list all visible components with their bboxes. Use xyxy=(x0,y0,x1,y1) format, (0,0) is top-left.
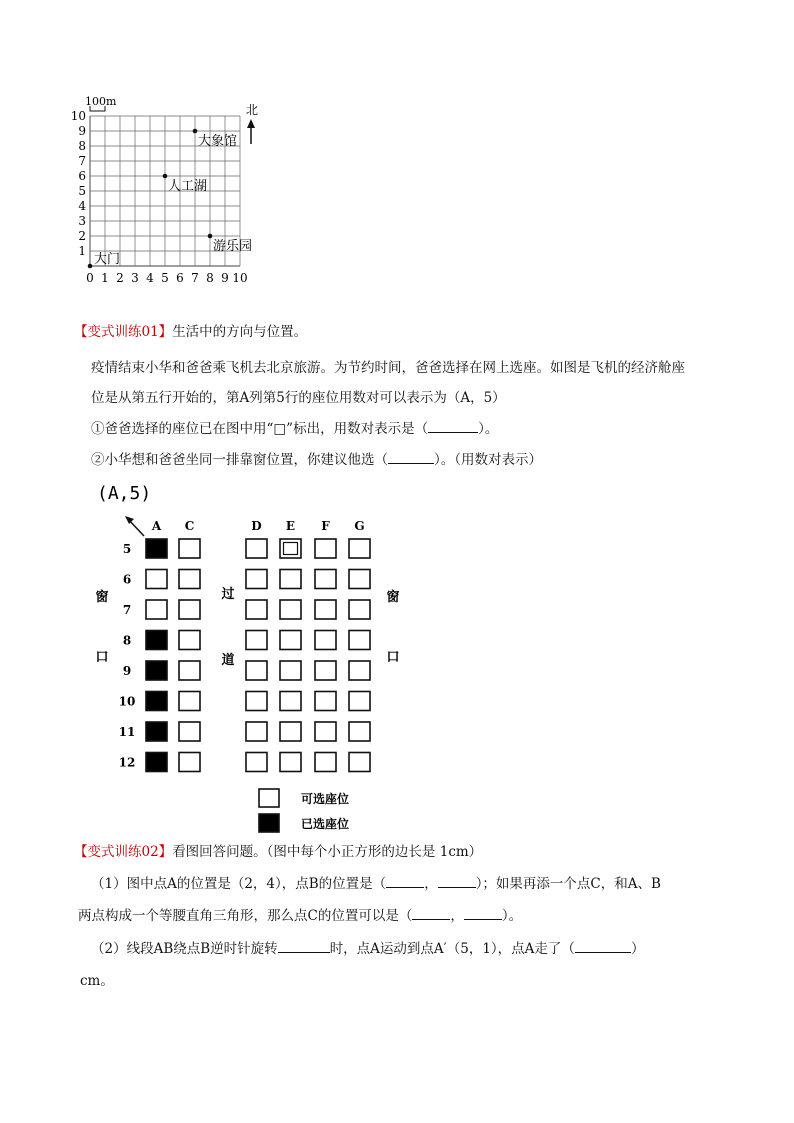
seat-F11[interactable] xyxy=(315,722,336,741)
place-label: 游乐园 xyxy=(213,239,253,254)
seat-column-label: D xyxy=(251,519,262,533)
x-tick-label: 7 xyxy=(191,271,199,285)
y-tick-label: 7 xyxy=(78,154,86,168)
answer-blank-q1[interactable] xyxy=(428,420,478,433)
seat-E11[interactable] xyxy=(280,722,301,741)
exercise-02-line-1 xyxy=(91,875,661,893)
y-tick-label: 5 xyxy=(78,184,86,198)
coordinate-map xyxy=(70,92,280,288)
y-tick-label: 8 xyxy=(78,139,86,153)
place-point xyxy=(193,129,198,134)
north-label: 北 xyxy=(246,103,259,117)
exercise-02-title: 看图回答问题。（图中每个小正方形的边长是 1cm） xyxy=(172,844,483,860)
answer-blank-b-y[interactable] xyxy=(438,875,476,888)
exercise-02-line-3 xyxy=(91,940,644,958)
aisle-label: 过 xyxy=(221,587,235,602)
question-2-text-a: ②小华想和爸爸坐同一排靠窗位置，你建议他选（ xyxy=(91,452,388,468)
scale-bar xyxy=(85,95,117,111)
ex2-line2-text-b: ）。 xyxy=(501,908,523,924)
y-tick-label: 6 xyxy=(78,169,86,183)
window-left-label: 口 xyxy=(95,650,109,665)
seat-side-labels xyxy=(95,586,399,668)
seat-G6[interactable] xyxy=(349,570,370,589)
place-point xyxy=(163,174,168,179)
legend-free-swatch xyxy=(259,789,279,807)
ex2-line1-comma: ， xyxy=(424,876,438,892)
seat-A10[interactable] xyxy=(146,692,167,711)
y-tick-label: 3 xyxy=(78,214,86,228)
seat-A12[interactable] xyxy=(146,753,167,772)
seat-C5[interactable] xyxy=(179,539,200,558)
seat-A6[interactable] xyxy=(146,570,167,589)
legend-free-label: 可选座位 xyxy=(301,792,350,806)
exercise-01-tag: 【变式训练01】 xyxy=(74,324,173,340)
seat-row-label: 8 xyxy=(122,633,132,648)
seat-row-labels xyxy=(119,542,136,770)
seat-E10[interactable] xyxy=(280,692,301,711)
seat-F7[interactable] xyxy=(315,600,336,619)
seat-row-label: 5 xyxy=(122,542,132,556)
x-tick-label: 10 xyxy=(232,271,248,285)
x-tick-label: 4 xyxy=(146,271,154,285)
seat-F10[interactable] xyxy=(315,692,336,711)
question-1-text-c: ）。 xyxy=(478,421,499,437)
map-places xyxy=(88,129,252,269)
seat-G7[interactable] xyxy=(349,600,370,619)
seat-E9[interactable] xyxy=(280,661,301,680)
seat-F9[interactable] xyxy=(315,661,336,680)
place-label: 大象馆 xyxy=(198,134,238,149)
exercise-02-line-2 xyxy=(78,907,522,925)
exercise-01-paragraph-2: 位是从第五行开始的，第A列第5行的座位用数对可以表示为（A，5） xyxy=(91,390,506,406)
scale-label: 100m xyxy=(85,95,117,108)
seat-G9[interactable] xyxy=(349,661,370,680)
seat-E8[interactable] xyxy=(280,631,301,650)
seat-C7[interactable] xyxy=(179,600,200,619)
seat-C12[interactable] xyxy=(179,753,200,772)
seat-D6[interactable] xyxy=(246,570,267,589)
y-tick-label: 2 xyxy=(78,229,86,243)
seat-column-label: C xyxy=(184,519,195,533)
seat-G12[interactable] xyxy=(349,753,370,772)
seat-F12[interactable] xyxy=(315,753,336,772)
question-2-text-b: ）。（用数对表示） xyxy=(434,452,542,468)
x-tick-label: 3 xyxy=(131,271,139,285)
window-left-label: 窗 xyxy=(95,590,109,605)
seat-D5[interactable] xyxy=(246,539,267,558)
seat-row-label: 10 xyxy=(118,694,136,709)
ex2-line1-text-a: （1）图中点A的位置是（2，4），点B的位置是（ xyxy=(91,876,387,892)
place-point xyxy=(88,264,93,269)
seat-row-label: 9 xyxy=(122,664,132,678)
y-tick-label: 4 xyxy=(78,199,86,213)
legend-taken-swatch xyxy=(259,814,279,832)
x-tick-labels xyxy=(86,271,247,285)
seat-C10[interactable] xyxy=(179,692,200,711)
exercise-01-paragraph-1: 疫情结束小华和爸爸乘飞机去北京旅游。为节约时间，爸爸选择在网上选座。如图是飞机的经济舱座 xyxy=(91,360,685,376)
seat-F8[interactable] xyxy=(315,631,336,650)
seat-D9[interactable] xyxy=(246,661,267,680)
seat-G11[interactable] xyxy=(349,722,370,741)
seat-row-label: 11 xyxy=(118,725,136,739)
seat-F6[interactable] xyxy=(315,570,336,589)
ex2-line2-text-a: 两点构成一个等腰直角三角形，那么点C的位置可以是（ xyxy=(78,908,413,924)
ex2-line3-text-a: （2）线段AB绕点B逆时针旋转 xyxy=(91,941,278,957)
exercise-02-heading xyxy=(74,843,482,861)
seat-row-label: 7 xyxy=(122,603,132,617)
seat-C9[interactable] xyxy=(179,661,200,680)
seat-column-labels xyxy=(151,519,365,533)
seat-grid xyxy=(146,539,370,772)
window-right-label: 口 xyxy=(386,650,400,665)
seat-column-label: G xyxy=(354,519,365,533)
question-1-text-a: ①爸爸选择的座位已在图中用“ xyxy=(91,421,274,437)
x-tick-label: 8 xyxy=(206,271,214,285)
x-tick-label: 9 xyxy=(221,271,229,285)
seat-column-label: A xyxy=(151,519,162,533)
seat-E12[interactable] xyxy=(280,753,301,772)
seat-A5[interactable] xyxy=(146,539,167,558)
window-right-label: 窗 xyxy=(386,590,400,605)
seat-legend xyxy=(259,789,349,832)
seat-A9[interactable] xyxy=(146,661,167,680)
x-tick-label: 1 xyxy=(101,271,109,285)
answer-blank-distance[interactable] xyxy=(575,940,631,953)
question-1 xyxy=(91,420,498,438)
exercise-02-tag: 【变式训练02】 xyxy=(74,844,173,860)
north-arrow xyxy=(246,103,258,144)
seat-C11[interactable] xyxy=(179,722,200,741)
seat-D8[interactable] xyxy=(246,631,267,650)
exercise-01-heading xyxy=(74,323,307,341)
seat-column-label: E xyxy=(285,519,296,533)
seat-G8[interactable] xyxy=(349,631,370,650)
question-2 xyxy=(91,451,542,469)
place-label: 大门 xyxy=(94,252,121,267)
seat-A11[interactable] xyxy=(146,722,167,741)
answer-blank-b-x[interactable] xyxy=(386,875,424,888)
question-1-box-symbol: □ xyxy=(273,421,287,437)
seat-column-label: F xyxy=(321,519,330,533)
seat-A7[interactable] xyxy=(146,600,167,619)
x-tick-label: 5 xyxy=(161,271,169,285)
seat-C6[interactable] xyxy=(179,570,200,589)
x-tick-label: 0 xyxy=(86,271,94,285)
seat-D12[interactable] xyxy=(246,753,267,772)
ex2-line1-text-b: ）；如果再添一个点C，和A、B xyxy=(475,876,661,892)
y-tick-labels xyxy=(71,109,87,258)
exercise-02-line-4: cm。 xyxy=(80,973,114,989)
seat-D7[interactable] xyxy=(246,600,267,619)
y-tick-label: 1 xyxy=(78,244,86,258)
x-tick-label: 6 xyxy=(176,271,184,285)
seat-D10[interactable] xyxy=(246,692,267,711)
place-point xyxy=(208,234,213,239)
y-tick-label: 10 xyxy=(70,109,86,123)
question-1-text-b: ”标出，用数对表示是（ xyxy=(286,421,429,437)
seat-map xyxy=(90,478,406,836)
y-tick-label: 9 xyxy=(78,124,86,138)
seat-row-label: 6 xyxy=(122,572,132,587)
answer-blank-angle[interactable] xyxy=(278,940,330,953)
seat-E6[interactable] xyxy=(280,570,301,589)
ex2-line2-comma: ， xyxy=(450,908,464,924)
seat-A8[interactable] xyxy=(146,631,167,650)
aisle-label: 道 xyxy=(221,653,235,668)
answer-blank-q2[interactable] xyxy=(388,451,434,464)
place-label: 人工湖 xyxy=(168,179,208,194)
seat-F5[interactable] xyxy=(315,539,336,558)
ex2-line3-text-c: ） xyxy=(630,941,645,957)
seat-G5[interactable] xyxy=(349,539,370,558)
exercise-01-title: 生活中的方向与位置。 xyxy=(172,324,308,340)
x-tick-label: 2 xyxy=(116,271,124,285)
seat-C8[interactable] xyxy=(179,631,200,650)
seat-example-label: (A,5) xyxy=(97,483,152,504)
answer-blank-c-y[interactable] xyxy=(464,907,502,920)
answer-blank-c-x[interactable] xyxy=(412,907,450,920)
ex2-line3-text-b: 时，点A运动到点A′（5，1），点A走了（ xyxy=(329,941,575,957)
legend-taken-label: 已选座位 xyxy=(301,817,350,831)
seat-G10[interactable] xyxy=(349,692,370,711)
seat-row-label: 12 xyxy=(118,755,136,770)
seat-D11[interactable] xyxy=(246,722,267,741)
seat-E7[interactable] xyxy=(280,600,301,619)
